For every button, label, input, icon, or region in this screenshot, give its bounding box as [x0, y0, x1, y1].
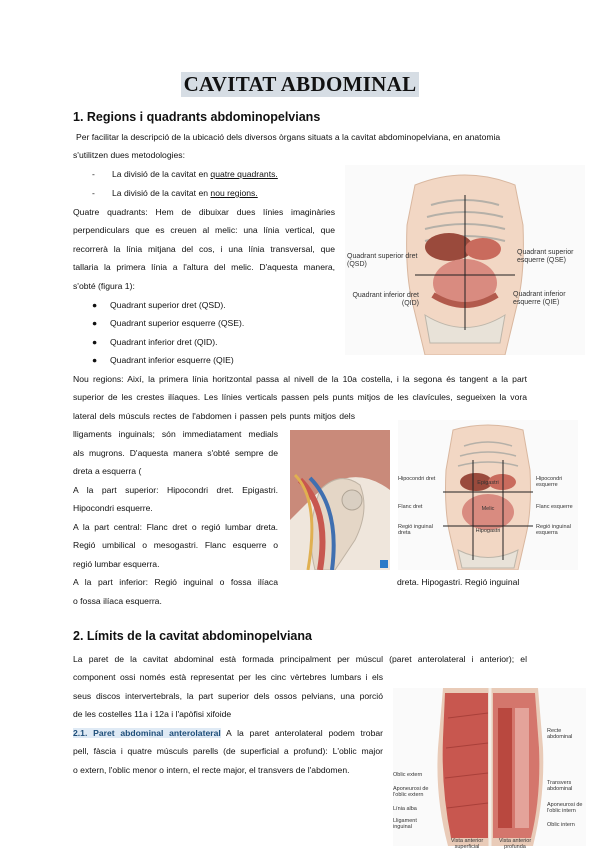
limits-line-2: component ossi només està representat per les cinc vèrtebres lumbars i els [73, 672, 383, 682]
quadrants-line-2: perpendiculars que es creuen al melic: una línia vertical, que [73, 225, 335, 235]
label-vista-superficial: Vista anterior superficial [450, 838, 484, 850]
limits-line-3: seus discos intervertebrals, la part superior dels ossos pelvians, una porció [73, 691, 383, 701]
dash-item-quadrants: - La divisió de la cavitat en quatre quadrants. [92, 169, 278, 179]
label-oblic-intern: Oblic intern [547, 822, 575, 828]
label-regio-inguinal-dreta: Regió inguinal dreta [398, 524, 433, 536]
part-central-line-3: regió lumbar esquerra. [73, 559, 160, 569]
limits-line-4: de les costelles 11a i 12a i l'apòfisi xifoide [73, 709, 232, 719]
section2-heading: 2. Límits de la cavitat abdominopelviana [73, 629, 312, 643]
part-central-line-1: A la part central: Flanc dret o regió lumbar dreta. [73, 522, 278, 532]
nou-line-5: als mugrons. D'aquesta manera s'obté sempre de [73, 448, 278, 458]
paret-line-1: 2.1. Paret abdominal anterolateral A la paret anterolateral podem trobar [73, 728, 383, 738]
label-aponeurosi-oblic-extern: Aponeurosi de l'oblic extern [393, 786, 429, 798]
bullet-qid: ● Quadrant inferior dret (QID). [92, 337, 218, 347]
label-flanc-dret: Flanc dret [398, 504, 423, 510]
label-oblic-extern: Oblic extern [393, 772, 423, 778]
label-vista-profunda: Vista anterior profunda [498, 838, 532, 850]
figure-inguinal-side [290, 430, 390, 570]
figure-quadrants [345, 165, 585, 355]
nine-regions-illustration [398, 420, 578, 570]
nou-line-3: lateral dels músculs rectes de l'abdomen i passen pels punts mitjos dels [73, 411, 355, 421]
nou-line-1: Nou regions: Així, la primera línia horitzontal passa al nivell de la 10a costella, i la segona és tangent a la part [73, 374, 527, 384]
label-hipocondri-dret: Hipocondri dret [398, 476, 436, 482]
label-transvers-abdominal: Transvers abdominal [547, 780, 573, 792]
intro-line2: s'utilitzen dues metodologies: [73, 150, 185, 160]
paret-line-3: o extern, l'oblic menor o intern, el recte major, el transvers de l'abdomen. [73, 765, 350, 775]
inguinal-illustration [290, 430, 390, 570]
label-lligament-inguinal: Lligament inguinal [393, 818, 417, 830]
label-regio-inguinal-esquerra: Regió inguinal esquerra [536, 524, 571, 536]
nou-line-4: lligaments inguinals; són immediatament medials [73, 429, 278, 439]
label-qse: Quadrant superior esquerre (QSE) [517, 249, 574, 264]
quadrants-line-1: Quatre quadrants: Hem de dibuixar dues línies imaginàries [73, 207, 335, 217]
label-hipogastri: Hipogastri [475, 528, 501, 534]
quadrants-line-3: recorrerà la línia mitjana del cos, i una línia transversal, que [73, 244, 335, 254]
quadrants-line-4: tallaria la primera línia a l'altura del melic. D'aquesta manera, [73, 262, 335, 272]
subsection-heading: 2.1. Paret abdominal anterolateral [73, 728, 221, 738]
figure-badge-icon [380, 560, 388, 568]
label-qsd: Quadrant superior dret (QSD) [347, 253, 418, 268]
section1-heading: 1. Regions i quadrants abdominopelvians [73, 110, 321, 124]
bullet-qse: ● Quadrant superior esquerre (QSE). [92, 318, 245, 328]
label-melic: Melic [481, 506, 495, 512]
nou-line-2: superior de les crestes ilíaques. Les línies verticals passen pels punts mitjos de les clavícules, segueixen la vora [73, 392, 527, 402]
label-linia-alba: Línia alba [393, 806, 417, 812]
part-inferior-line-1a: A la part inferior: Regió inguinal o fossa ilíaca [73, 577, 278, 587]
label-flanc-esquerre: Flanc esquerre [536, 504, 573, 510]
dash-item-regions: - La divisió de la cavitat en nou regions. [92, 188, 258, 198]
figure-abdominal-muscles [393, 688, 586, 850]
paret-line-2: pell, fàscia i quatre músculs parells (de superficial a profund): L'oblic major [73, 746, 383, 756]
label-hipocondri-esquerre: Hipocondri esquerre [536, 476, 563, 488]
part-superior-line-1: A la part superior: Hipocondri dret. Epigastri. [73, 485, 278, 495]
quadrants-line-5: s'obté (figura 1): [73, 281, 135, 291]
part-superior-line-2: Hipocondri esquerre. [73, 503, 153, 513]
label-recte-abdominal: Recte abdominal [547, 728, 573, 740]
part-inferior-line-2: o fossa ilíaca esquerra. [73, 596, 162, 606]
label-qid: Quadrant inferior dret (QID) [352, 292, 419, 307]
label-qie: Quadrant inferior esquerre (QIE) [513, 291, 566, 306]
part-central-line-2: Regió umbilical o mesogastri. Flanc esquerre o [73, 540, 278, 550]
nou-line-6: dreta a esquerra ( [73, 466, 142, 476]
label-aponeurosi-oblic-intern: Aponeurosi de l'oblic intern [547, 802, 583, 814]
label-epigastri: Epigastri [477, 480, 499, 486]
bullet-qsd: ● Quadrant superior dret (QSD). [92, 300, 226, 310]
figure-nine-regions [398, 420, 578, 570]
part-inferior-line-1b: dreta. Hipogastri. Regió inguinal [397, 577, 520, 587]
intro-line1: Per facilitar la descripció de la ubicació dels diversos òrgans situats a la cavitat abdominopelviana, en anatomia [76, 132, 501, 142]
limits-line-1: La paret de la cavitat abdominal està formada principalment per múscul (paret anterolateral i anterior); el [73, 654, 527, 664]
bullet-qie: ● Quadrant inferior esquerre (QIE) [92, 355, 234, 365]
page-title: CAVITAT ABDOMINAL [0, 72, 600, 97]
